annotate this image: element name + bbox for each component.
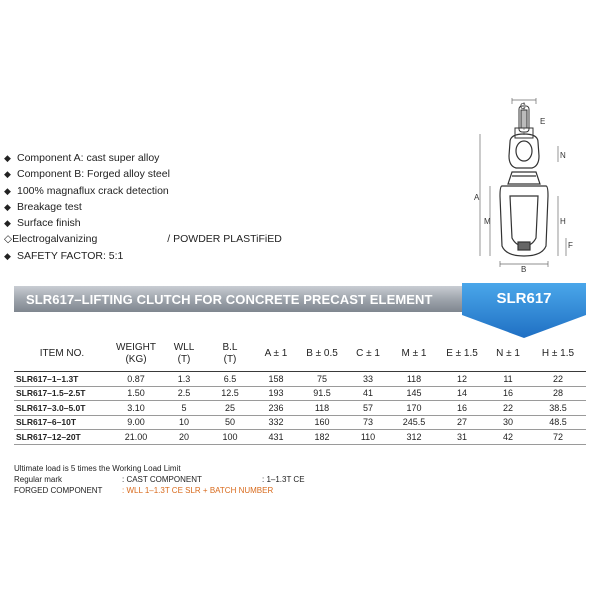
- cell-c: 57: [346, 401, 390, 416]
- header-n: N ± 1: [486, 337, 530, 372]
- cell-item-no: SLR617–12–20T: [14, 430, 110, 445]
- header-weight: WEIGHT (KG): [110, 337, 162, 372]
- cell-wll: 5: [162, 401, 206, 416]
- cell-h: 28: [530, 386, 586, 401]
- cell-m: 170: [390, 401, 438, 416]
- feature-electrogalvanizing: ◇Electrogalvanizing / POWDER PLASTiFiED: [4, 233, 282, 246]
- table-row: [14, 372, 586, 387]
- cell-c: 110: [346, 430, 390, 445]
- feature-surface-finish: ◆ Surface finish: [4, 215, 334, 231]
- cell-n: 30: [486, 415, 530, 430]
- cell-weight: 21.00: [110, 430, 162, 445]
- header-item-no: ITEM NO.: [14, 337, 110, 372]
- header-m: M ± 1: [390, 337, 438, 372]
- cell-b: 160: [298, 415, 346, 430]
- cell-wll: 20: [162, 430, 206, 445]
- diamond-bullet-icon: ◆: [4, 153, 11, 163]
- header-e: E ± 1.5: [438, 337, 486, 372]
- feature-list: [4, 150, 334, 264]
- cell-n: 42: [486, 430, 530, 445]
- dim-label-h: H: [560, 217, 566, 226]
- dim-label-b: B: [521, 265, 527, 272]
- cell-e: 31: [438, 430, 486, 445]
- cell-m: 118: [390, 372, 438, 387]
- note-regular-mark: Regular mark : CAST COMPONENT : 1–1.3T CE: [14, 475, 305, 484]
- dim-label-a: A: [474, 193, 480, 202]
- note-ultimate-load: Ultimate load is 5 times the Working Load Limit: [14, 464, 181, 473]
- cell-item-no: SLR617–6–10T: [14, 415, 110, 430]
- header-bl: B.L (T): [206, 337, 254, 372]
- table-row: [14, 401, 586, 416]
- cell-e: 14: [438, 386, 486, 401]
- cell-a: 431: [254, 430, 298, 445]
- product-banner: [14, 283, 586, 338]
- table-header-row: [14, 337, 586, 372]
- clutch-body-drawing: [500, 186, 548, 256]
- cell-h: 72: [530, 430, 586, 445]
- feature-component-a: ◆ Component A: cast super alloy: [4, 150, 334, 166]
- cell-bl: 50: [206, 415, 254, 430]
- cell-n: 16: [486, 386, 530, 401]
- cell-e: 27: [438, 415, 486, 430]
- diamond-bullet-icon: ◆: [4, 218, 11, 229]
- cell-item-no: SLR617–1–1.3T: [14, 372, 110, 387]
- dim-label-f: F: [568, 241, 573, 250]
- table-row: [14, 386, 586, 401]
- header-h: H ± 1.5: [530, 337, 586, 372]
- cell-b: 182: [298, 430, 346, 445]
- table-row: [14, 415, 586, 430]
- dim-label-c: C: [520, 102, 526, 111]
- header-b: B ± 0.5: [298, 337, 346, 372]
- cell-item-no: SLR617–1.5–2.5T: [14, 386, 110, 401]
- cell-wll: 10: [162, 415, 206, 430]
- banner-title: SLR617–LIFTING CLUTCH FOR CONCRETE PRECAST ELEMENT: [26, 292, 433, 307]
- cell-item-no: SLR617–3.0–5.0T: [14, 401, 110, 416]
- feature-safety-factor: ◆ SAFETY FACTOR: 5:1: [4, 248, 334, 264]
- lifting-clutch-diagram: [462, 96, 574, 272]
- forged-mark-value: : WLL 1–1.3T CE SLR + BATCH NUMBER: [122, 486, 274, 495]
- table-row: [14, 430, 586, 445]
- cell-weight: 9.00: [110, 415, 162, 430]
- cell-wll: 2.5: [162, 386, 206, 401]
- cell-n: 11: [486, 372, 530, 387]
- header-c: C ± 1: [346, 337, 390, 372]
- header-wll: WLL (T): [162, 337, 206, 372]
- cell-c: 33: [346, 372, 390, 387]
- product-code: SLR617: [496, 290, 552, 307]
- header-a: A ± 1: [254, 337, 298, 372]
- cell-wll: 1.3: [162, 372, 206, 387]
- diamond-bullet-icon: ◆: [4, 201, 11, 212]
- dim-label-e: E: [540, 117, 546, 126]
- feature-breakage-test: ◆ Breakage test: [4, 199, 334, 215]
- cell-b: 91.5: [298, 386, 346, 401]
- note-forged-component: FORGED COMPONENT : WLL 1–1.3T CE SLR + BATCH NUMBER: [14, 486, 274, 495]
- diamond-bullet-icon: ◆: [4, 169, 11, 180]
- cell-bl: 6.5: [206, 372, 254, 387]
- cell-weight: 3.10: [110, 401, 162, 416]
- dim-label-m: M: [484, 217, 491, 226]
- cell-weight: 1.50: [110, 386, 162, 401]
- feature-powder-suffix: / POWDER PLASTiFiED: [167, 233, 282, 246]
- cell-a: 193: [254, 386, 298, 401]
- diamond-bullet-icon: ◆: [4, 185, 11, 196]
- cell-h: 22: [530, 372, 586, 387]
- cell-bl: 100: [206, 430, 254, 445]
- cell-b: 75: [298, 372, 346, 387]
- notes-section: [14, 463, 494, 496]
- cell-m: 245.5: [390, 415, 438, 430]
- feature-crack-detection: ◆ 100% magnaflux crack detection: [4, 183, 334, 199]
- cell-bl: 25: [206, 401, 254, 416]
- cell-e: 16: [438, 401, 486, 416]
- clutch-ring-drawing: [508, 134, 540, 184]
- cell-a: 332: [254, 415, 298, 430]
- cell-m: 312: [390, 430, 438, 445]
- cell-a: 236: [254, 401, 298, 416]
- cell-e: 12: [438, 372, 486, 387]
- cell-n: 22: [486, 401, 530, 416]
- cell-a: 158: [254, 372, 298, 387]
- diamond-bullet-icon: ◆: [4, 250, 11, 261]
- cell-m: 145: [390, 386, 438, 401]
- cell-h: 38.5: [530, 401, 586, 416]
- cell-b: 118: [298, 401, 346, 416]
- cell-bl: 12.5: [206, 386, 254, 401]
- cell-c: 41: [346, 386, 390, 401]
- spec-table: [14, 337, 586, 445]
- hollow-diamond-bullet-icon: ◇: [4, 233, 13, 246]
- cell-weight: 0.87: [110, 372, 162, 387]
- dim-label-n: N: [560, 151, 566, 160]
- cell-c: 73: [346, 415, 390, 430]
- feature-component-b: ◆ Component B: Forged alloy steel: [4, 166, 334, 182]
- cell-h: 48.5: [530, 415, 586, 430]
- product-code-badge: [462, 283, 586, 338]
